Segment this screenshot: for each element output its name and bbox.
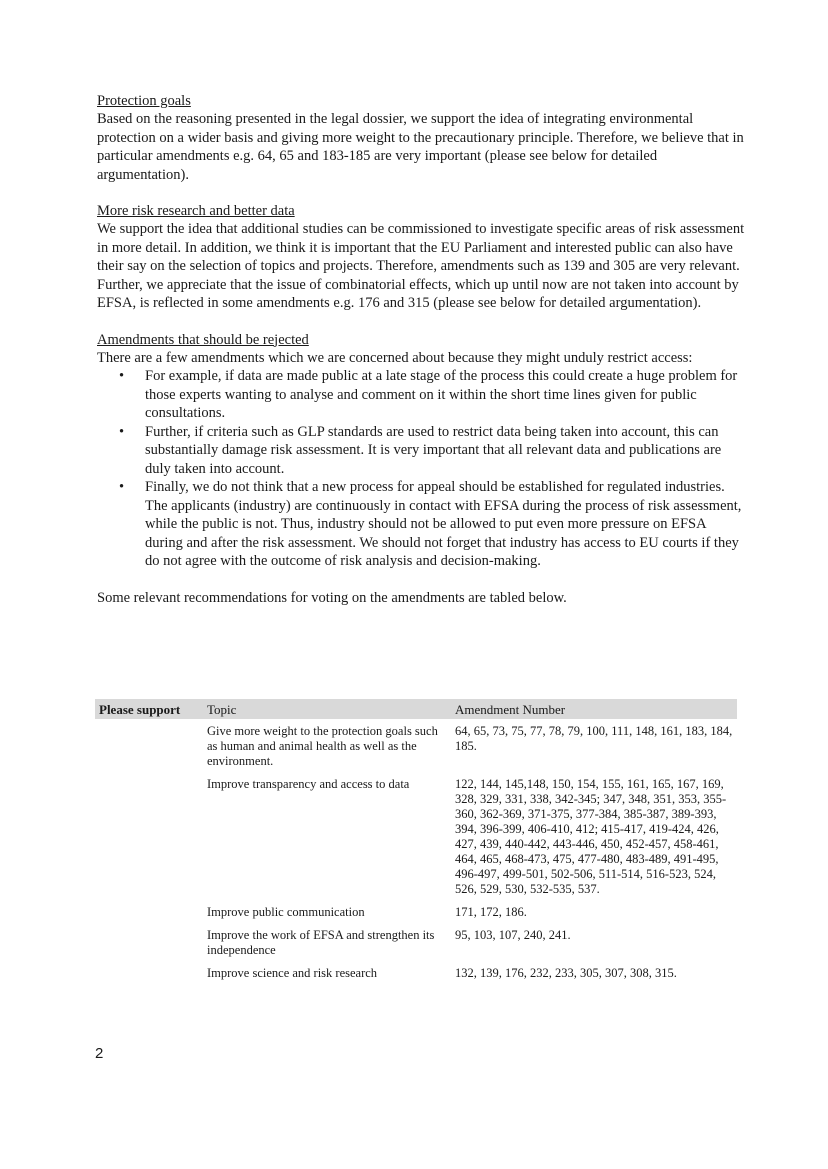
table-header-row: [95, 699, 737, 719]
cell-amendments: 122, 144, 145,148, 150, 154, 155, 161, 165, 167, 169, 328, 329, 331, 338, 342-345; 347, 348, 351, 353, 355-360, 362-369, 371-375, 377-384, 385-387, 389-393, 394, 396-399, 406-410, 412; 415-417, 419-424, 426, 427, 439, 440-442, 443-446, 450, 452-457, 458-461, 464, 465, 468-473, 475, 477-480, 483-489, 491-495, 496-497, 499-501, 502-506, 511-514, 516-523, 524, 526, 529, 530, 532-535, 537.: [455, 777, 727, 896]
cell-amendments: 171, 172, 186.: [455, 905, 527, 919]
cell-support: [95, 772, 203, 900]
cell-support: [95, 900, 203, 923]
section-title-protection-goals: Protection goals: [97, 93, 191, 109]
table-intro: Some relevant recommendations for voting on the amendments are tabled below.: [97, 589, 567, 606]
cell-amendments: 64, 65, 73, 75, 77, 78, 79, 100, 111, 148, 161, 183, 184, 185.: [455, 724, 733, 753]
section-title-rejected-amendments: Amendments that should be rejected: [97, 331, 309, 348]
section-paragraph-risk-research: We support the idea that additional studies can be commissioned to investigate specific areas of risk assessment in more detail. In addition, we think it is important that the EU Parliament and interested public can also have their say on the selection of topics and projects. Therefore, amendments such as 139 and 305 are very relevant. Further, we appreciate that the issue of combinatorial effects, which up until now are not taken into account by EFSA, is reflected in some amendments e.g. 176 and 315 (please see below for detailed argumentation).: [97, 221, 745, 311]
voting-recommendations-table: [95, 699, 737, 984]
document-body: [97, 92, 747, 621]
table-row: [95, 719, 737, 772]
section-paragraph-rejected-amendments: There are a few amendments which we are concerned about because they might unduly restrict access:: [97, 349, 693, 366]
cell-amendments: 95, 103, 107, 240, 241.: [455, 928, 571, 942]
page-number: 2: [95, 1045, 104, 1062]
cell-topic: Improve transparency and access to data: [207, 777, 410, 791]
cell-topic: Improve public communication: [207, 905, 365, 919]
cell-support: [95, 719, 203, 772]
rejected-amendments-list: [97, 367, 747, 571]
table-row: [95, 923, 737, 961]
header-amendment-number: Amendment Number: [451, 699, 737, 719]
cell-topic: Improve the work of EFSA and strengthen its independence: [207, 928, 435, 957]
cell-support: [95, 961, 203, 984]
table-row: [95, 900, 737, 923]
list-item: • For example, if data are made public at a late stage of the process this could create a huge problem for those experts wanting to analyse and comment on it within the short time lines given for public consultations.: [145, 367, 747, 423]
cell-topic: Improve science and risk research: [207, 966, 378, 980]
table-row: [95, 772, 737, 900]
list-item: • Further, if criteria such as GLP standards are used to restrict data being taken into account, this can substantially damage risk assessment. It is very important that all relevant data and publications are duly taken into account.: [145, 423, 747, 479]
section-title-risk-research: More risk research and better data: [97, 203, 295, 219]
header-please-support: Please support: [95, 699, 203, 719]
cell-support: [95, 923, 203, 961]
section-paragraph-protection-goals: Based on the reasoning presented in the legal dossier, we support the idea of integrating environmental protection on a wider basis and giving more weight to the precautionary principle. Therefore, we believe that in particular amendments e.g. 64, 65 and 183-185 are very important (please see below for detailed argumentation).: [97, 111, 744, 183]
cell-amendments: 132, 139, 176, 232, 233, 305, 307, 308, 315.: [455, 966, 677, 980]
table-row: [95, 961, 737, 984]
cell-topic: Give more weight to the protection goals such as human and animal health as well as the environment.: [207, 724, 438, 768]
list-item: • Finally, we do not think that a new process for appeal should be established for regulated industries. The applicants (industry) are continuously in contact with EFSA during the process of risk assessment, while the public is not. Thus, industry should not be allowed to put even more pressure on EFSA during and after the risk assessment. We should not forget that industry has access to EU courts if they do not agree with the outcome of risk analysis and decision-making.: [145, 478, 747, 571]
header-topic: Topic: [203, 699, 451, 719]
